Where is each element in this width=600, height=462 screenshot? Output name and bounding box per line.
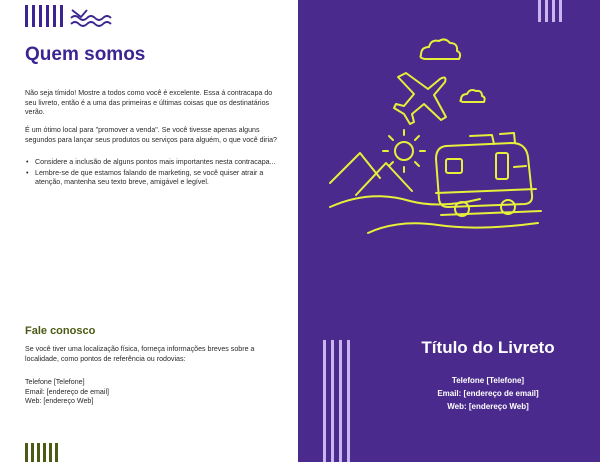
- booklet-title: Título do Livreto: [421, 338, 555, 357]
- intro-paragraph: Não seja tímido! Mostre a todos como você é excelente. Essa á contracapa do seu livreto, então é a uma das primeiras e últimas coisas que os destinatários verão.: [25, 89, 273, 117]
- front-cover: [298, 0, 600, 462]
- cover-web: Web: [endereço Web]: [447, 402, 529, 411]
- cover-email: Email: [endereço de email]: [437, 389, 539, 398]
- stripes-wave-decoration: [25, 5, 115, 31]
- cover-contact-details: [388, 374, 588, 413]
- contact-phone: Telefone [Telefone]: [25, 378, 85, 386]
- promo-paragraph: É um ótimo local para "promover a venda". Se você tivesse apenas alguns segundos para lançar seus produtos ou serviços para alguém, o que você diria?: [25, 126, 277, 144]
- contact-web: Web: [endereço Web]: [25, 397, 94, 406]
- contact-details: [25, 378, 277, 407]
- stripes-decoration: [323, 340, 363, 462]
- page-heading: Quem somos: [25, 44, 146, 65]
- cloud-icon: [421, 39, 461, 59]
- bullet-item: • Lembre-se de que estamos falando de marketing, se você quiser atrair a atenção, mantenha seu texto breve, amigável e legível.: [35, 169, 287, 188]
- cover-phone: Telefone [Telefone]: [451, 376, 525, 385]
- stripes-decoration: [538, 0, 574, 22]
- bullet-item: • Considere a inclusão de alguns pontos mais importantes nesta contracapa...: [35, 158, 287, 168]
- travel-illustration: [328, 25, 558, 235]
- stripes-decoration: [25, 443, 65, 462]
- wave-shark-icon: [71, 10, 111, 26]
- cloud-icon: [460, 90, 484, 102]
- contact-email: Email: [endereço de email]: [25, 387, 109, 396]
- back-cover: [0, 0, 298, 462]
- contact-heading: Fale conosco: [25, 325, 96, 337]
- airplane-icon: [394, 73, 446, 124]
- bullet-list: [25, 158, 287, 189]
- contact-description: Se você tiver uma localização física, forneça informações breves sobre a localidade, como pontos de referência ou rodovias:: [25, 345, 255, 363]
